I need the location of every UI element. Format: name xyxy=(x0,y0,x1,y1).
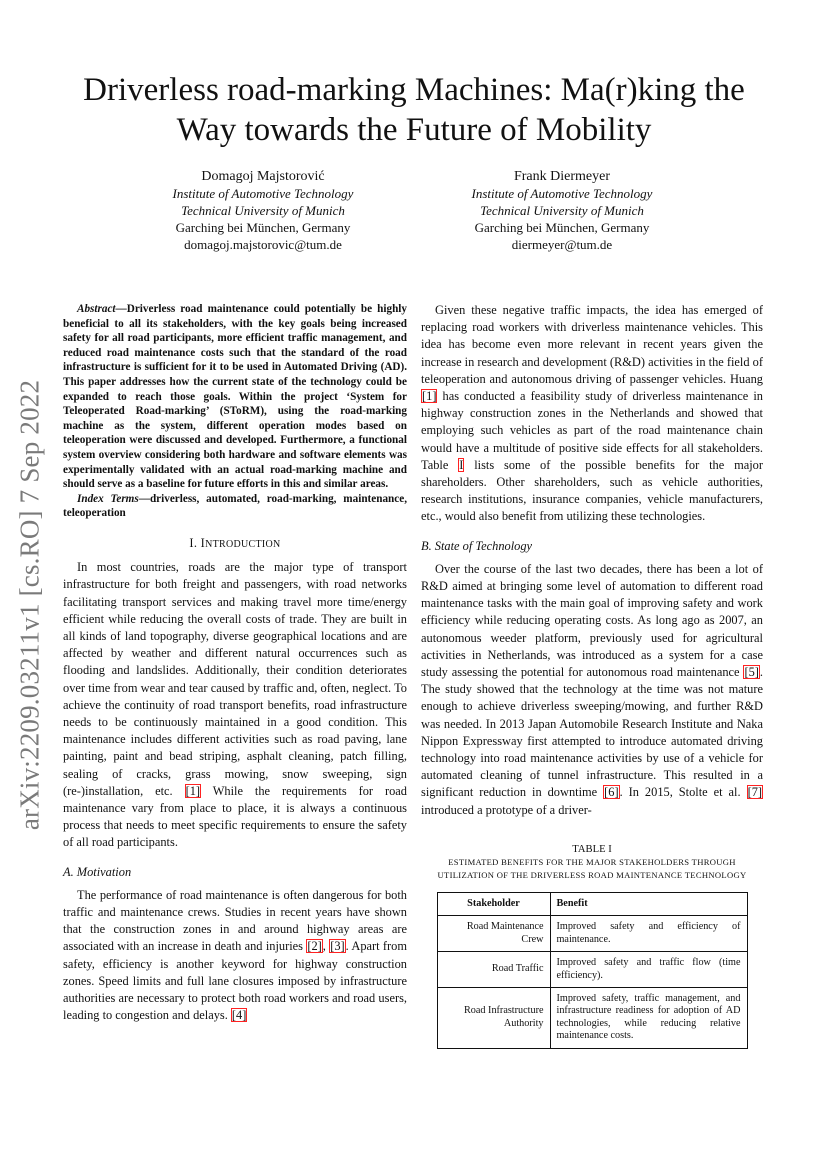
benefits-table xyxy=(437,892,748,1049)
abstract-text: —Driverless road maintenance could potentially be highly beneficial to all its stakeholders, with the key goals being increased safety for all road participants, more efficient traffic management, and reduced road maintenance costs such that the standard of the road infrastructure is sufficient for it to be used in Automated Driving (AD). This paper addresses how the current state of the technology could be expanded to reach those goals. Within the project ‘System for Teleoperated Road-marking’ (SToRM), using the road-marking machine as the system, different operation modes based on teleoperation were discussed and developed. Furthermore, a functional system overview considering both hardware and software elements was experimentally validated with an actual road-marking machine and should serve as a baseline for future efforts in this and similar areas. xyxy=(63,303,407,491)
author-location: Garching bei München, Germany xyxy=(474,220,650,235)
table-cell-benefit: Improved safety and traffic flow (time efficiency). xyxy=(550,952,747,988)
table-header-benefit: Benefit xyxy=(550,892,747,915)
author-email[interactable]: diermeyer@tum.de xyxy=(511,237,613,252)
left-column xyxy=(63,302,407,1024)
table-cell-benefit: Improved safety and efficiency of maintenance. xyxy=(550,916,747,952)
table-header-stakeholder: Stakeholder xyxy=(437,892,550,915)
citation-link[interactable]: [6] xyxy=(604,785,619,800)
table-reference-link[interactable]: I xyxy=(459,457,464,472)
table-cell-stakeholder: Road Maintenance Crew xyxy=(437,916,550,952)
citation-link[interactable]: [2] xyxy=(307,939,322,954)
table-description: ESTIMATED BENEFITS FOR THE MAJOR STAKEHOLDERS THROUGH UTILIZATION OF THE DRIVERLESS ROAD MAINTENANCE TECHNOLOGY xyxy=(437,856,747,880)
intro-paragraph: In most countries, roads are the major type of transport infrastructure for both freight and passengers, with road networks facilitating transport services and making travel more time/energy efficient while reducing the overall costs of trade. They are built in all kinds of land topography, diverse geographical locations and are affected by weather and different natural occurrences such as flooding and landslides. Additionally, their condition deteriorates over time from wear and tear caused by traffic and, often, neglect. To achieve the continuity of road transport benefits, road infrastructure needs to be continuously maintained in a good condition. This maintenance includes different activities such as road paving, lane painting, paint and bead striping, asphalt cleaning, patch filling, sealing of cracks, grass mowing, snow sweeping, sign (re-)installation, etc. [1] While the requirements for road maintenance vary from place to place, it is always a continuous process that needs to meet specific requirements to ensure the safety of all road participants. xyxy=(63,560,407,850)
index-terms-text: —driverless, automated, road-marking, maintenance, teleoperation xyxy=(63,492,407,520)
paper-title: Driverless road-marking Machines: Ma(r)king the Way towards the Future of Mobility xyxy=(83,72,745,148)
table-cell-stakeholder: Road Infrastructure Authority xyxy=(437,987,550,1048)
citation-link[interactable]: [3] xyxy=(330,939,345,954)
author-block-2 xyxy=(432,168,692,253)
table-header-row xyxy=(437,892,747,915)
table-cell-benefit: Improved safety, traffic management, and infrastructure readiness for adoption of AD technologies, while reducing relative maintenance costs. xyxy=(550,987,747,1048)
subsection-heading-motivation: A. Motivation xyxy=(63,864,132,879)
author-block-1 xyxy=(133,168,393,253)
table-cell-stakeholder: Road Traffic xyxy=(437,952,550,988)
right-column xyxy=(421,302,763,1049)
arxiv-stamp xyxy=(8,370,52,840)
citation-link[interactable]: [1] xyxy=(422,389,437,404)
subsection-heading-state-of-technology: B. State of Technology xyxy=(421,538,533,553)
author-name: Domagoj Majstorović xyxy=(201,169,325,184)
state-of-technology-paragraph: Over the course of the last two decades, there has been a lot of R&D aimed at bringing some level of automation to different road maintenance tasks with the main goal of improving safety and work efficiency while reducing operating costs. As long ago as 2007, an autonomous weeder platform, previously used for agricultural activities in Netherlands, was introduced as a system for a case study assessing the potential for autonomous road maintenance [5]. The study showed that the technology at the time was not mature enough to achieve driverless sweeping/mowing, and further R&D was needed. In 2013 Japan Automobile Research Institute and Naka Nippon Expressway first attempted to introduce automated driving technology into road maintenance activities by use of a vehicle for automated cleaning of tunnel infrastructure. This resulted in a significant reduction in downtime [6]. In 2015, Stolte et al. [7] introduced a prototype of a driver- xyxy=(421,561,763,817)
author-university: Technical University of Munich xyxy=(181,203,345,218)
citation-link[interactable]: [1] xyxy=(185,783,201,798)
author-location: Garching bei München, Germany xyxy=(175,220,351,235)
table-row xyxy=(437,952,747,988)
context-paragraph: Given these negative traffic impacts, the idea has emerged of replacing road workers with driverless maintenance vehicles. This idea has become even more relevant in recent years given the increase in research and development (R&D) activities in the field of teleoperation and autonomous driving of passenger vehicles. Huang [1] has conducted a feasibility study of driverless maintenance in highway construction zones in the Netherlands and showed that employing such vehicles as part of the road maintenance chain would have a multitude of positive side effects for all stakeholders. Table I lists some of the possible benefits for the major shareholders. Other shareholders, such as vehicle authorities, research institutions, insurance companies, vehicle manufacturers, etc., would also benefit from utilizing these technologies. xyxy=(421,303,763,524)
citation-link[interactable]: [4] xyxy=(231,1008,247,1023)
motivation-paragraph: The performance of road maintenance is often dangerous for both traffic and maintenance crews. Studies in recent years have shown that the construction zones in and around highway areas are associated with an increase in death and injuries [2], [3]. Apart from safety, efficiency is another keyword for highway construction zones. Speed limits and full lane closures imposed by infrastructure authorities are necessary to protect both road workers and road users, leading to congestion and delays. [4] xyxy=(63,887,407,1023)
table-row xyxy=(437,987,747,1048)
index-terms-label: Index Terms xyxy=(77,492,139,505)
table-caption xyxy=(421,843,763,882)
author-institute: Institute of Automotive Technology xyxy=(471,186,653,201)
author-email[interactable]: domagoj.majstorovic@tum.de xyxy=(184,237,342,252)
author-institute: Institute of Automotive Technology xyxy=(172,186,354,201)
author-name: Frank Diermeyer xyxy=(513,169,611,184)
section-heading-introduction: I. INTRODUCTION xyxy=(189,535,281,550)
arxiv-stamp-text: arXiv:2209.03211v1 [cs.RO] 7 Sep 2022 xyxy=(14,379,45,831)
author-university: Technical University of Munich xyxy=(480,203,644,218)
index-terms xyxy=(63,492,407,521)
abstract-label: Abstract xyxy=(77,303,116,315)
citation-link[interactable]: [5] xyxy=(744,665,759,680)
abstract xyxy=(63,302,407,492)
citation-link[interactable]: [7] xyxy=(747,785,763,800)
table-row xyxy=(437,916,747,952)
table-label: TABLE I xyxy=(572,843,612,855)
